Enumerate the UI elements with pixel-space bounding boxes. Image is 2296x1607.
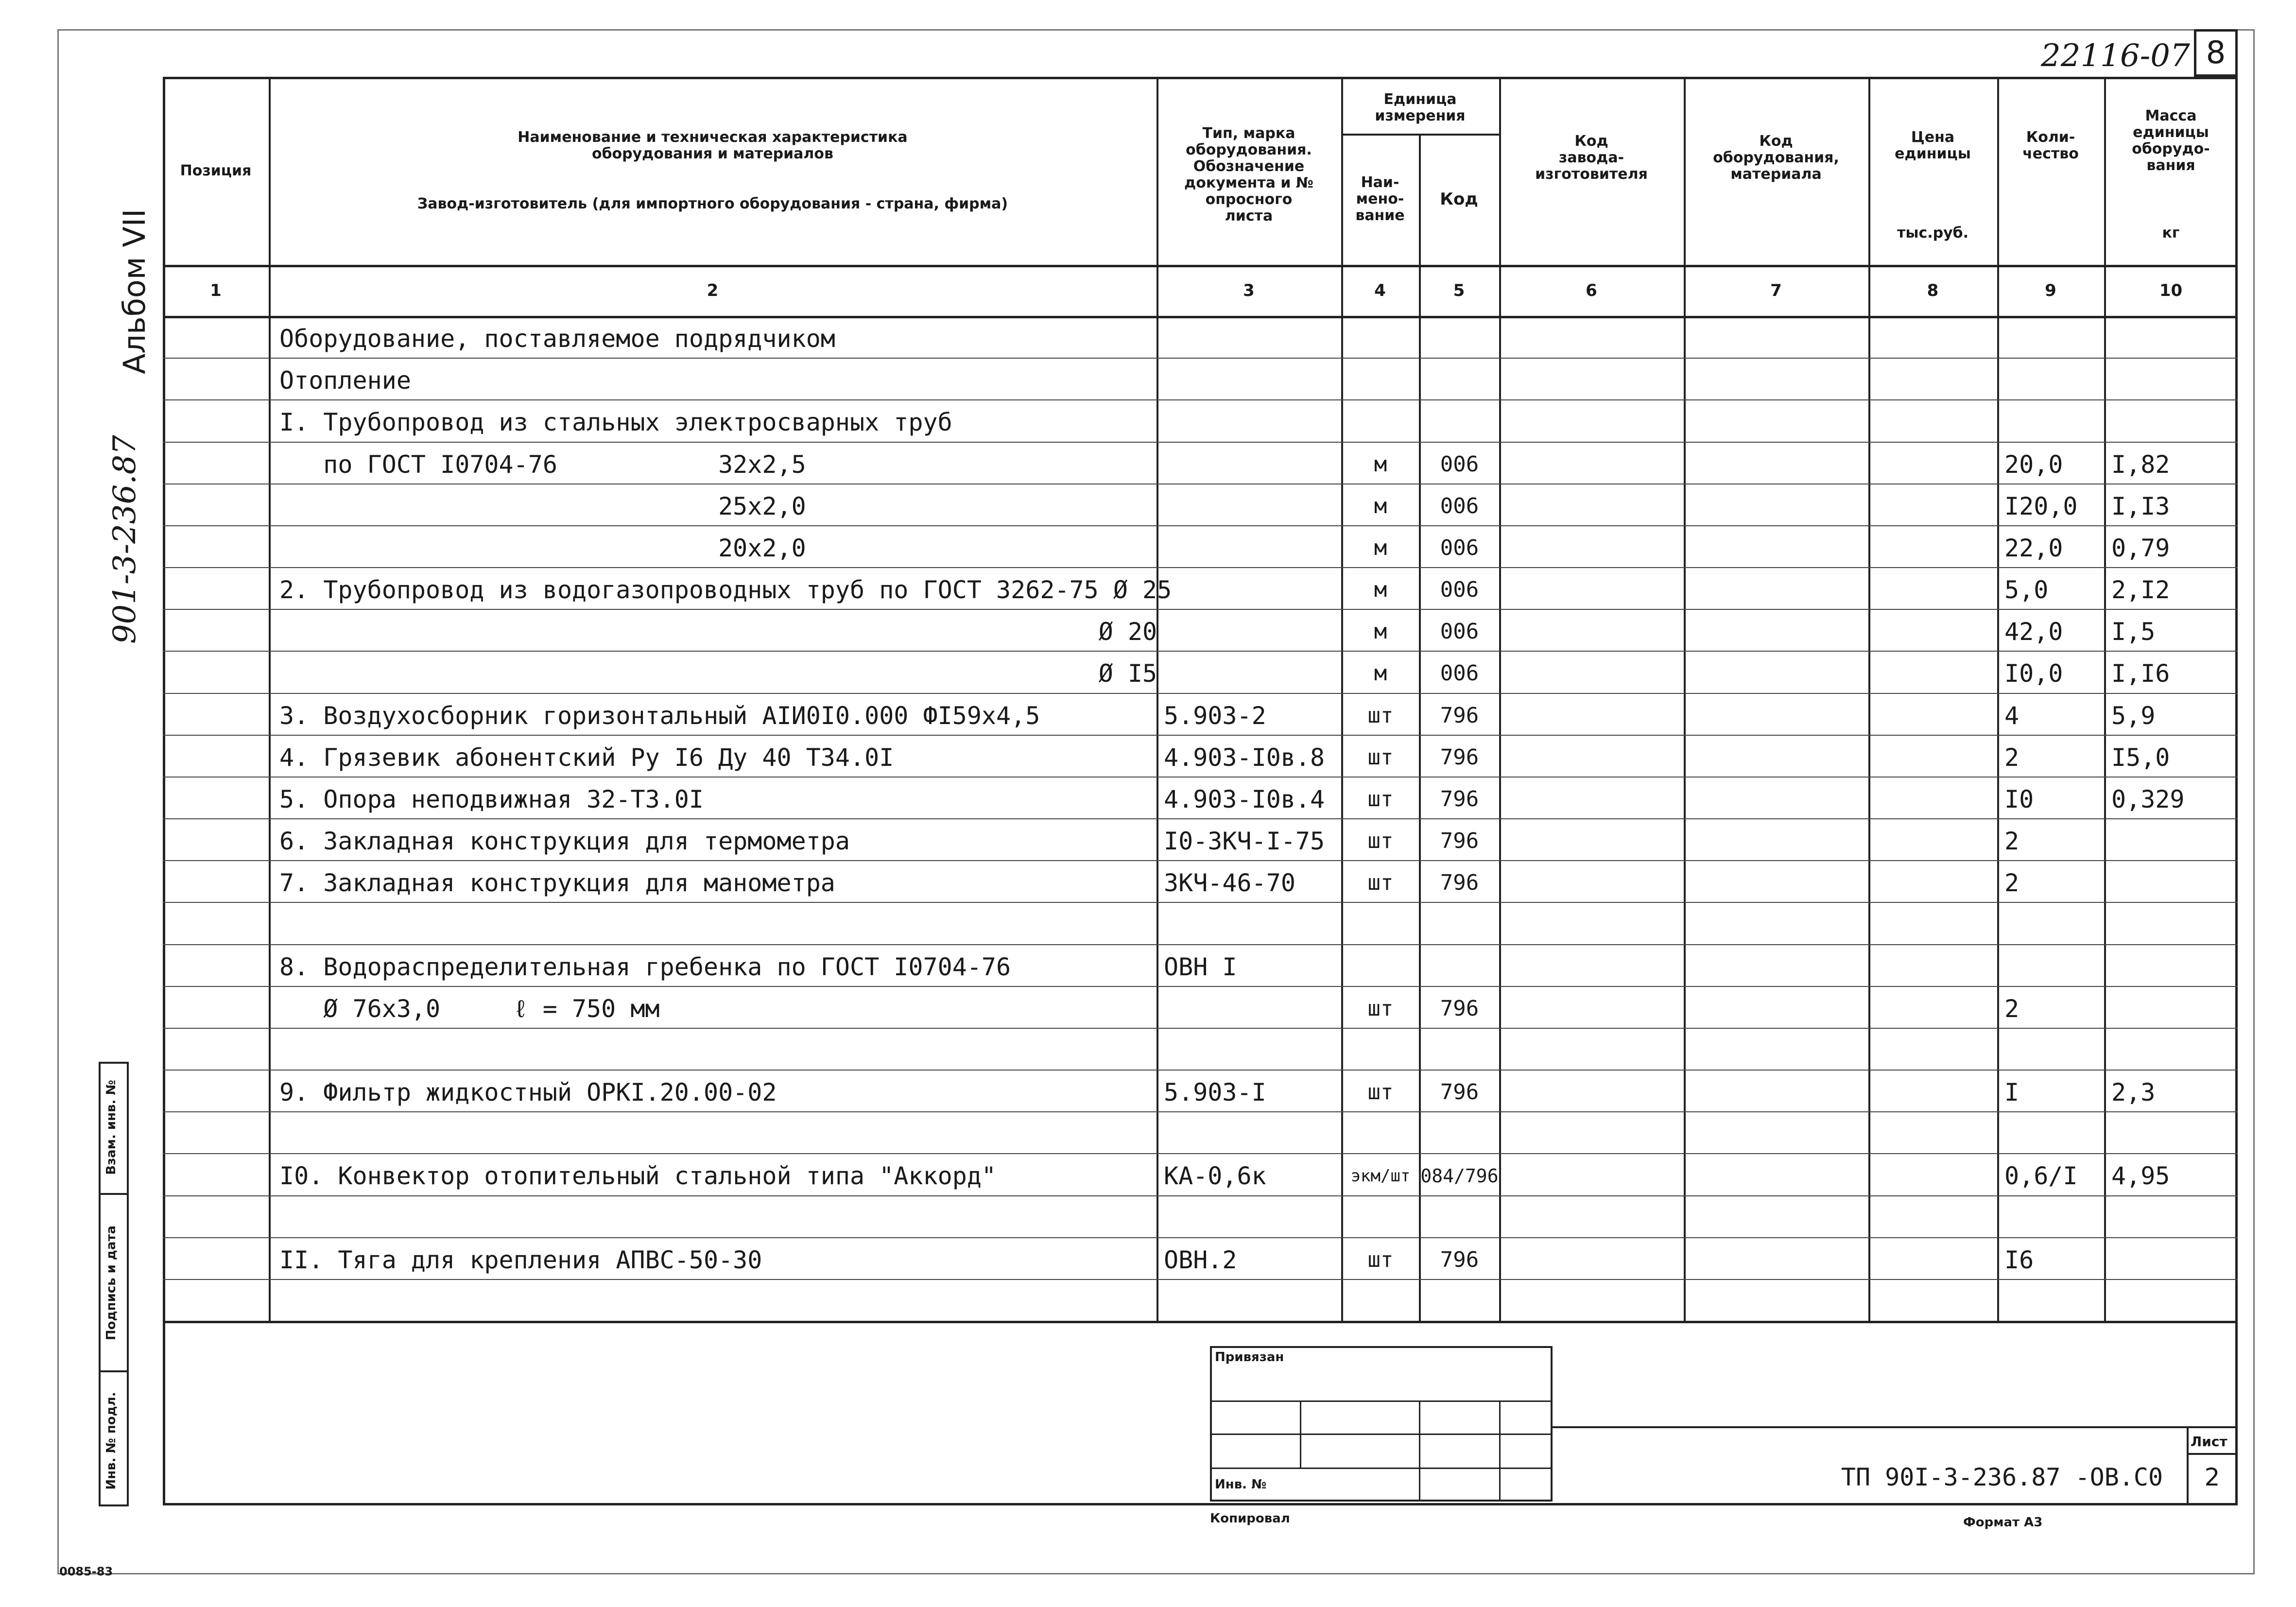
page-number-box xyxy=(2194,29,2238,77)
row-qty-cell: 2 xyxy=(2004,994,2020,1023)
row-code-cell: 084/796 xyxy=(1420,1165,1499,1187)
row-qty-cell: 2 xyxy=(2004,827,2020,856)
column-number: 10 xyxy=(2159,281,2183,300)
row-unit-cell: экм/шт xyxy=(1350,1166,1411,1186)
row-mass-cell: I,I3 xyxy=(2111,492,2170,520)
row-qty-cell: I0,0 xyxy=(2004,659,2063,688)
row-type-cell: 5.903-2 xyxy=(1164,701,1266,730)
header-unit-group: Единица измерения xyxy=(1375,91,1466,124)
row-name-cell: Ø I5 xyxy=(279,659,1157,688)
row-mass-cell: I,82 xyxy=(2111,450,2170,479)
album-label: Альбом VII xyxy=(117,208,152,374)
sheet-number: 2 xyxy=(2204,1463,2220,1491)
row-qty-cell: 0,6/I xyxy=(2004,1162,2078,1191)
kopiroval-label: Копировал xyxy=(1210,1511,1290,1526)
column-number: 9 xyxy=(2045,281,2056,300)
inv-no-label: Инв. № xyxy=(1215,1477,1267,1492)
margin-label-inv: Инв. № подл. xyxy=(104,1392,119,1490)
margin-label-podpis: Подпись и дата xyxy=(104,1225,119,1341)
row-mass-cell: I5,0 xyxy=(2111,743,2170,772)
row-name-cell: Ø 20 xyxy=(279,618,1157,646)
header-unit-name: Наи- мено- вание xyxy=(1355,174,1405,224)
column-number: 7 xyxy=(1770,281,1782,300)
row-code-cell: 006 xyxy=(1440,661,1479,686)
row-mass-cell: 4,95 xyxy=(2111,1162,2170,1191)
row-name-cell: 25x2,0 xyxy=(279,492,806,520)
header-material-code: Код оборудования, материала xyxy=(1713,133,1839,183)
margin-label-vzam: Взам. инв. № xyxy=(104,1080,119,1175)
row-name-cell: 9. Фильтр жидкостный ОРКI.20.00-02 xyxy=(279,1078,777,1107)
header-type: Тип, марка оборудования. Обозначение документа и № опросного листа xyxy=(1184,125,1313,225)
form-code: 0085-83 xyxy=(59,1565,113,1578)
row-code-cell: 006 xyxy=(1440,619,1479,644)
column-number: 4 xyxy=(1374,281,1386,300)
row-unit-cell: м xyxy=(1374,451,1387,477)
column-number: 8 xyxy=(1927,281,1939,300)
row-code-cell: 796 xyxy=(1440,786,1479,812)
row-name-cell: 7. Закладная конструкция для манометра xyxy=(279,869,835,898)
row-mass-cell: I,5 xyxy=(2111,618,2156,646)
row-name-cell: Оборудование, поставляемое подрядчиком xyxy=(279,325,835,353)
row-type-cell: 4.903-I0в.8 xyxy=(1164,743,1325,772)
row-unit-cell: м xyxy=(1374,577,1387,603)
doc-number: 22116-07 xyxy=(2041,38,2190,74)
row-qty-cell: I6 xyxy=(2004,1245,2034,1274)
row-unit-cell: шт xyxy=(1367,1247,1394,1272)
header-factory-code: Код завода- изготовителя xyxy=(1535,133,1648,183)
document-designation: ТП 90I-3-236.87 -ОВ.С0 xyxy=(1841,1463,2163,1491)
row-qty-cell: 4 xyxy=(2004,701,2020,730)
row-code-cell: 796 xyxy=(1440,829,1479,854)
row-name-cell: II. Тяга для крепления АПВС-50-30 xyxy=(279,1245,762,1274)
row-name-cell: Ø 76x3,0 ℓ = 750 мм xyxy=(279,994,660,1023)
row-unit-cell: шт xyxy=(1367,744,1394,770)
column-number: 2 xyxy=(707,281,719,300)
row-code-cell: 796 xyxy=(1440,1247,1479,1272)
column-number: 5 xyxy=(1453,281,1465,300)
row-type-cell: I0-ЗКЧ-I-75 xyxy=(1164,827,1325,856)
album-code: 901-3-236.87 xyxy=(107,434,143,644)
header-quantity: Коли- чество xyxy=(2022,129,2079,162)
row-name-cell: 3. Воздухосборник горизонтальный АIИ0I0.000 ФI59x4,5 xyxy=(279,701,1040,730)
row-unit-cell: м xyxy=(1374,661,1387,686)
row-type-cell: КА-0,6к xyxy=(1164,1162,1266,1191)
header-mass: Масса единицы оборудо- вания xyxy=(2132,107,2210,174)
row-mass-cell: 2,I2 xyxy=(2111,576,2170,605)
row-code-cell: 796 xyxy=(1440,703,1479,728)
column-number: 3 xyxy=(1243,281,1255,300)
row-unit-cell: шт xyxy=(1367,786,1394,812)
row-code-cell: 006 xyxy=(1440,493,1479,518)
row-code-cell: 006 xyxy=(1440,451,1479,477)
header-name-line1: Наименование и техническая характеристика оборудования и материалов xyxy=(518,129,908,162)
row-unit-cell: шт xyxy=(1367,703,1394,728)
row-name-cell: I. Трубопровод из стальных электросварных труб xyxy=(279,408,952,437)
row-qty-cell: 22,0 xyxy=(2004,534,2063,562)
row-qty-cell: 2 xyxy=(2004,869,2020,898)
row-name-cell: 4. Грязевик абонентский Ру I6 Ду 40 Т34.0I xyxy=(279,743,894,772)
row-unit-cell: шт xyxy=(1367,829,1394,854)
header-mass-unit: кг xyxy=(2162,225,2180,242)
header-price: Цена единицы xyxy=(1895,129,1971,162)
row-name-cell: 5. Опора неподвижная 32-Т3.0I xyxy=(279,785,704,813)
row-name-cell: 20x2,0 xyxy=(279,534,806,562)
row-mass-cell: 0,79 xyxy=(2111,534,2170,562)
row-name-cell: 2. Трубопровод из водогазопроводных труб по ГОСТ 3262-75 Ø 25 xyxy=(279,576,1172,605)
header-price-unit: тыс.руб. xyxy=(1897,225,1969,242)
format-label: Формат А3 xyxy=(1963,1515,2043,1530)
row-name-cell: 8. Водораспределительная гребенка по ГОСТ I0704-76 xyxy=(279,952,1011,981)
row-mass-cell: 5,9 xyxy=(2111,701,2156,730)
row-type-cell: ЗКЧ-46-70 xyxy=(1164,869,1295,898)
row-name-cell: по ГОСТ I0704-76 32x2,5 xyxy=(279,450,806,479)
column-number: 6 xyxy=(1586,281,1597,300)
row-qty-cell: 20,0 xyxy=(2004,450,2063,479)
row-qty-cell: 2 xyxy=(2004,743,2020,772)
row-code-cell: 006 xyxy=(1440,577,1479,603)
row-type-cell: 5.903-I xyxy=(1164,1078,1266,1107)
row-qty-cell: 42,0 xyxy=(2004,618,2063,646)
header-name-line2: Завод-изготовитель (для импортного оборудования - страна, фирма) xyxy=(417,195,1008,212)
row-code-cell: 796 xyxy=(1440,1080,1479,1105)
row-type-cell: 4.903-I0в.4 xyxy=(1164,785,1325,813)
row-unit-cell: шт xyxy=(1367,870,1394,896)
row-qty-cell: I20,0 xyxy=(2004,492,2078,520)
row-qty-cell: I0 xyxy=(2004,785,2034,813)
row-qty-cell: 5,0 xyxy=(2004,576,2049,605)
row-type-cell: ОВН.2 xyxy=(1164,1245,1237,1274)
column-number: 1 xyxy=(210,281,222,300)
row-unit-cell: шт xyxy=(1367,1080,1394,1105)
header-position: Позиция xyxy=(180,162,252,179)
row-unit-cell: м xyxy=(1374,535,1387,560)
header-unit-code: Код xyxy=(1440,190,1478,209)
page-number: 8 xyxy=(2206,35,2226,71)
row-unit-cell: м xyxy=(1374,619,1387,644)
row-code-cell: 796 xyxy=(1440,744,1479,770)
row-unit-cell: м xyxy=(1374,493,1387,518)
row-name-cell: Отопление xyxy=(279,366,411,395)
sheet-label: Лист xyxy=(2191,1434,2227,1450)
row-name-cell: I0. Конвектор отопительный стальной типа "Аккорд" xyxy=(279,1162,997,1191)
row-unit-cell: шт xyxy=(1367,996,1394,1021)
row-code-cell: 796 xyxy=(1440,870,1479,896)
row-mass-cell: 0,329 xyxy=(2111,785,2185,813)
row-mass-cell: 2,3 xyxy=(2111,1078,2156,1107)
row-name-cell: 6. Закладная конструкция для термометра xyxy=(279,827,850,856)
privyazan-label: Привязан xyxy=(1215,1350,1284,1365)
row-code-cell: 006 xyxy=(1440,535,1479,560)
row-qty-cell: I xyxy=(2004,1078,2020,1107)
row-code-cell: 796 xyxy=(1440,996,1479,1021)
row-type-cell: ОВН I xyxy=(1164,952,1237,981)
row-mass-cell: I,I6 xyxy=(2111,659,2170,688)
